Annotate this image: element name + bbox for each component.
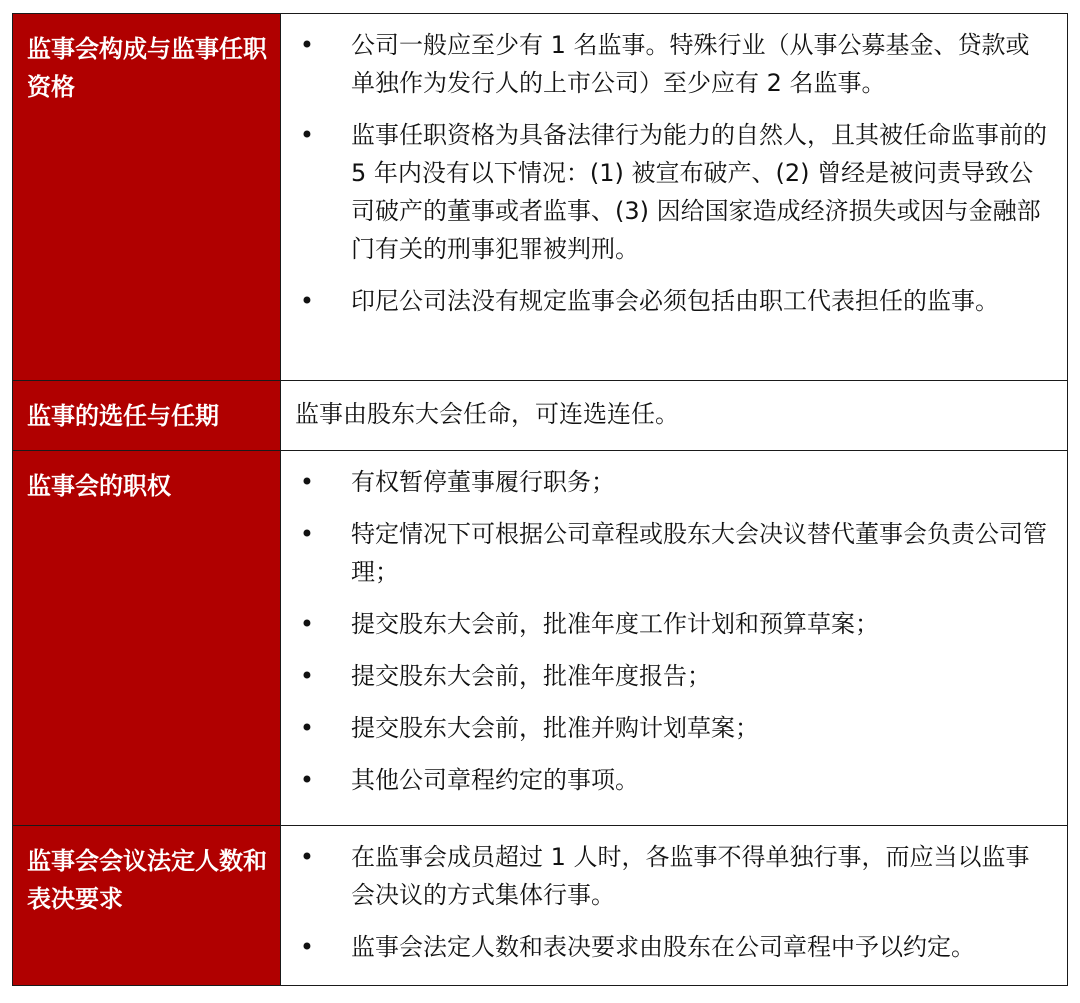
bullet-icon: • (299, 714, 315, 742)
list-item (281, 761, 1053, 799)
row-heading-composition (13, 14, 281, 381)
bullet-icon: • (299, 933, 315, 961)
list-item (281, 605, 1053, 643)
row-heading-quorum (13, 826, 281, 986)
list-item-text: 公司一般应至少有 1 名监事。特殊行业（从事公募基金、贷款或单独作为发行人的上市公司）至少应有 2 名监事。 (351, 31, 1030, 97)
bullet-icon: • (299, 287, 315, 315)
row-heading-powers (13, 451, 281, 826)
list-item (281, 515, 1053, 591)
table-row (13, 381, 1068, 451)
list-item (281, 709, 1053, 747)
table-row (13, 14, 1068, 381)
list-item (281, 26, 1053, 102)
list-item-text: 在监事会成员超过 1 人时，各监事不得单独行事，而应当以监事会决议的方式集体行事。 (351, 843, 1030, 909)
list-item-text: 印尼公司法没有规定监事会必须包括由职工代表担任的监事。 (351, 287, 999, 315)
bullet-icon: • (299, 766, 315, 794)
row-heading-label: 监事会的职权 (27, 472, 171, 500)
bullet-list (281, 463, 1053, 799)
list-item (281, 116, 1053, 268)
bullet-icon: • (299, 610, 315, 638)
row-heading-label: 监事会会议法定人数和表决要求 (27, 847, 267, 913)
row-heading-election (13, 381, 281, 451)
row-content-election (281, 381, 1068, 451)
list-item-text: 监事任职资格为具备法律行为能力的自然人，且其被任命监事前的 5 年内没有以下情况：(1) 被宣布破产、(2) 曾经是被问责导致公司破产的董事或者监事、(3) 因给国家造成经济损失或因与金融部门有关的刑事犯罪被判刑。 (351, 121, 1047, 263)
list-item-text: 特定情况下可根据公司章程或股东大会决议替代董事会负责公司管理； (351, 520, 1047, 586)
bullet-list (281, 26, 1053, 320)
list-item-text: 有权暂停董事履行职务； (351, 468, 615, 496)
row-heading-label: 监事的选任与任期 (27, 402, 219, 430)
list-item-text: 提交股东大会前，批准并购计划草案； (351, 714, 759, 742)
list-item (281, 463, 1053, 501)
row-content-quorum (281, 826, 1068, 986)
list-item-text: 提交股东大会前，批准年度工作计划和预算草案； (351, 610, 879, 638)
bullet-list (281, 838, 1053, 966)
bullet-icon: • (299, 662, 315, 690)
bullet-icon: • (299, 843, 315, 871)
list-item-text: 其他公司章程约定的事项。 (351, 766, 639, 794)
row-content-composition (281, 14, 1068, 381)
list-item-text: 提交股东大会前，批准年度报告； (351, 662, 711, 690)
row-content-text: 监事由股东大会任命，可连选连任。 (295, 400, 679, 428)
table-row (13, 826, 1068, 986)
list-item (281, 657, 1053, 695)
supervisory-board-table (12, 13, 1068, 986)
bullet-icon: • (299, 520, 315, 548)
row-content-powers (281, 451, 1068, 826)
table-row (13, 451, 1068, 826)
list-item-text: 监事会法定人数和表决要求由股东在公司章程中予以约定。 (351, 933, 975, 961)
bullet-icon: • (299, 31, 315, 59)
list-item (281, 282, 1053, 320)
bullet-icon: • (299, 468, 315, 496)
row-heading-label: 监事会构成与监事任职资格 (27, 35, 267, 101)
list-item (281, 928, 1053, 966)
bullet-icon: • (299, 121, 315, 149)
list-item (281, 838, 1053, 914)
